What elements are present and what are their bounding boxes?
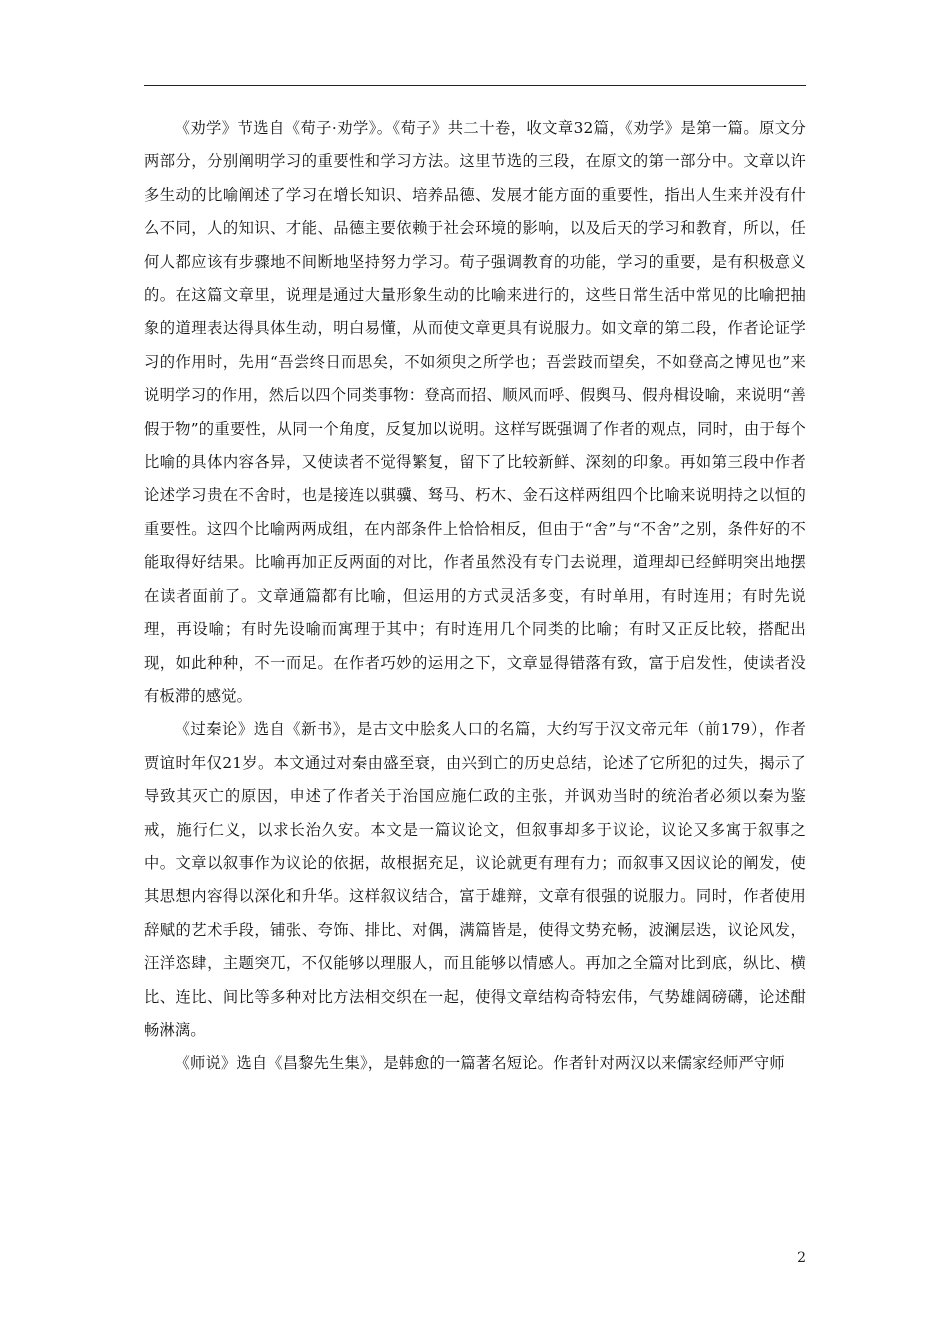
page-number: 2 [797, 1250, 806, 1266]
paragraph-shishuo: 《师说》选自《昌黎先生集》，是韩愈的一篇著名短论。作者针对两汉以来儒家经师严守师 [174, 1054, 785, 1073]
header-rule [144, 85, 806, 86]
paragraph-quanxue: 《劝学》节选自《荀子·劝学》。《荀子》共二十卷，收文章32篇，《劝学》是第一篇。原文分两部分，分别阐明学习的重要性和学习方法。这里节选的三段，在原文的第一部分中。文章以许多生动的比喻阐述了学习在增长知识、培养品德、发展才能方面的重要性，指出人生来并没有什么不同，人的知识、才能、品德主要依赖于社会环境的影响，以及后天的学习和教育，所以，任何人都应该有步骤地不间断地坚持努力学习。荀子强调教育的功能，学习的重要，是有积极意义的。在这篇文章里，说理是通过大量形象生动的比喻来进行的，这些日常生活中常见的比喻把抽象的道理表达得具体生动，明白易懂，从而使文章更具有说服力。如文章的第二段，作者论证学习的作用时，先用“吾尝终日而思矣，不如须臾之所学也；吾尝跂而望矣，不如登高之博见也”来说明学习的作用，然后以四个同类事物：登高而招、顺风而呼、假舆马、假舟楫设喻，来说明“善假于物”的重要性，从同一个角度，反复加以说明。这样写既强调了作者的观点，同时，由于每个比喻的具体内容各异，又使读者不觉得繁复，留下了比较新鲜、深刻的印象。再如第三段中作者论述学习贵在不舍时，也是接连以骐骥、驽马、朽木、金石这样两组四个比喻来说明持之以恒的重要性。这四个比喻两两成组，在内部条件上恰恰相反，但由于“舍”与“不舍”之别，条件好的不能取得好结果。比喻再加正反两面的对比，作者虽然没有专门去说理，道理却已经鲜明突出地摆在读者面前了。文章通篇都有比喻，但运用的方式灵活多变，有时单用，有时连用；有时先说理，再设喻；有时先设喻而寓理于其中；有时连用几个同类的比喻；有时又正反比较，搭配出现，如此种种，不一而足。在作者巧妙的运用之下，文章显得错落有致，富于启发性，使读者没有板滞的感觉。 [144, 119, 806, 705]
document-body [144, 112, 806, 1081]
paragraph-guoqinlun: 《过秦论》选自《新书》，是古文中脍炙人口的名篇，大约写于汉文帝元年（前179），作者贾谊时年仅21岁。本文通过对秦由盛至衰，由兴到亡的历史总结，论述了它所犯的过失，揭示了导致其灭亡的原因，申述了作者关于治国应施仁政的主张，并讽劝当时的统治者必须以秦为鉴戒，施行仁义，以求长治久安。本文是一篇议论文，但叙事却多于议论，议论又多寓于叙事之中。文章以叙事作为议论的依据，故根据充足，议论就更有理有力；而叙事又因议论的阐发，使其思想内容得以深化和升华。这样叙议结合，富于雄辩，文章有很强的说服力。同时，作者使用辞赋的艺术手段，铺张、夸饰、排比、对偶，满篇皆是，使得文势充畅，波澜层迭，议论风发，汪洋恣肆，主题突兀，不仅能够以理服人，而且能够以情感人。再加之全篇对比到底，纵比、横比、连比、间比等多种对比方法相交织在一起，使得文章结构奇特宏伟，气势雄阔磅礴，论述酣畅淋漓。 [144, 720, 806, 1039]
